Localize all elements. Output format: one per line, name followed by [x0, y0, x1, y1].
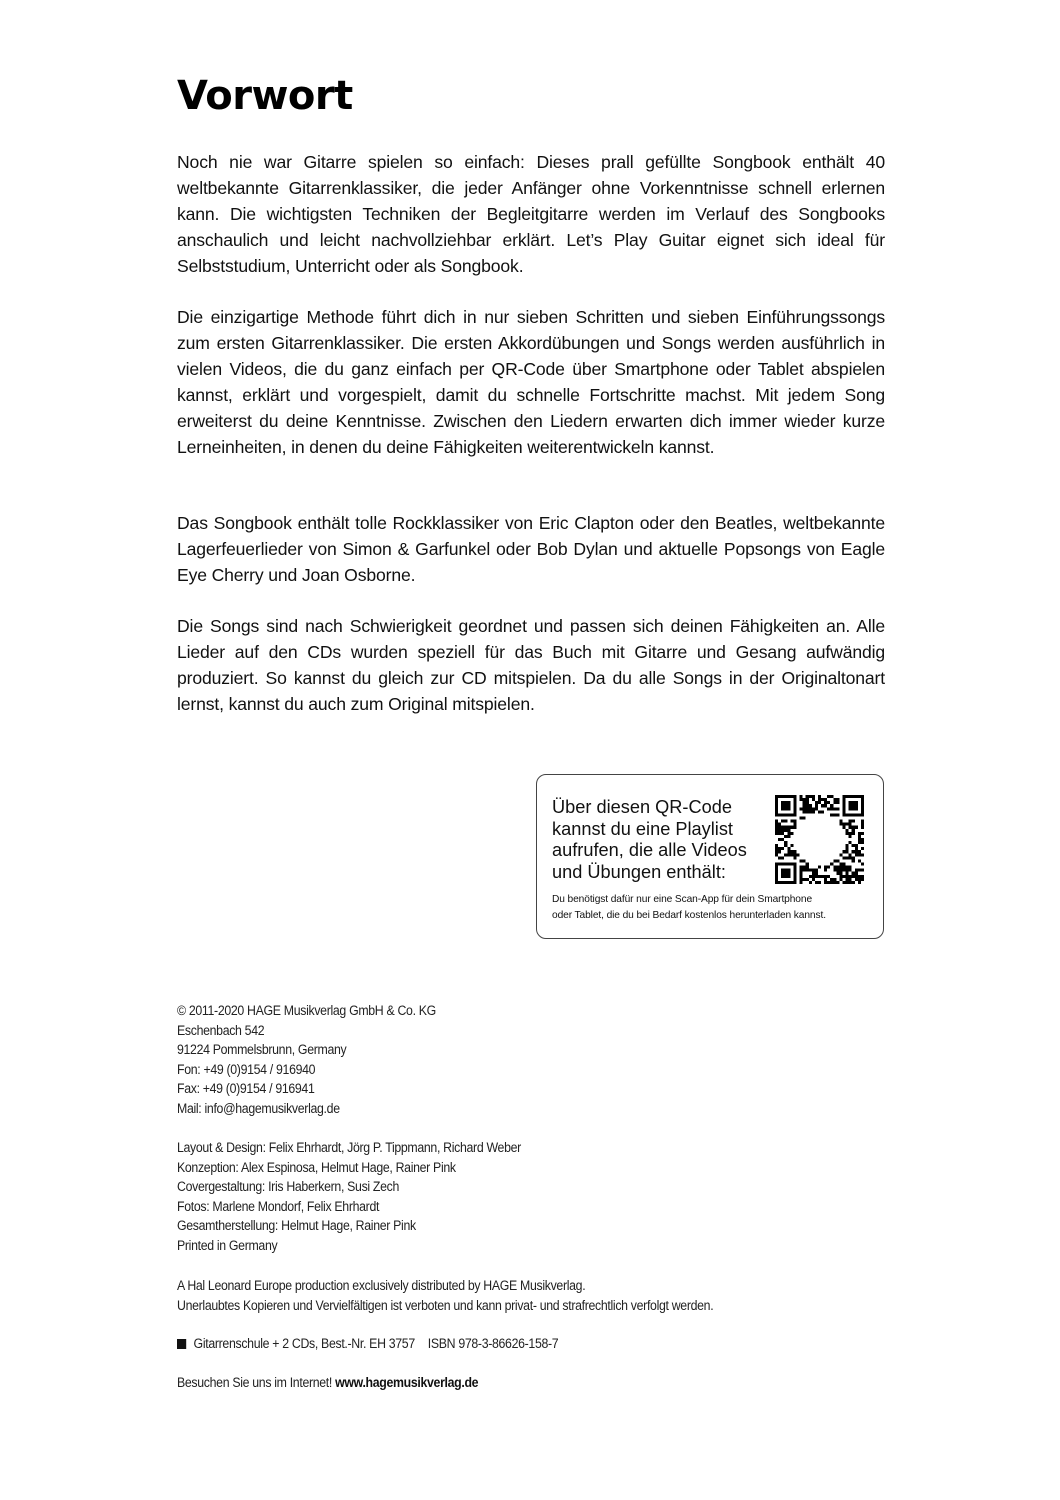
fax-line: Fax: +49 (0)9154 / 916941	[177, 1081, 315, 1097]
imprint-address	[177, 1001, 436, 1119]
qr-code-info-box	[536, 774, 884, 939]
page-title: Vorwort	[177, 73, 353, 119]
imprint-website	[177, 1373, 478, 1393]
credit-line: Layout & Design: Felix Ehrhardt, Jörg P. Tippmann, Richard Weber	[177, 1140, 521, 1155]
qr-box-line: aufrufen, die alle Videos	[552, 840, 747, 860]
website-prefix: Besuchen Sie uns im Internet!	[177, 1375, 333, 1390]
foreword-paragraph-4: Die Songs sind nach Schwierigkeit geordnet und passen sich deinen Fähigkeiten an. Alle Lieder auf den CDs wurden speziell für das Buch mit Gitarre und Gesang aufwändig produziert. So kannst du gleich zur CD mitspielen. Da du alle Songs in der Originaltonart lernst, kannst du auch zum Original mitspielen.	[177, 616, 885, 714]
qr-box-line: kannst du eine Playlist	[552, 818, 733, 839]
copy-warning-line: Unerlaubtes Kopieren und Vervielfältigen ist verboten und kann privat- und strafrechtlich verfolgt werden.	[177, 1297, 714, 1313]
address-city: 91224 Pommelsbrunn, Germany	[177, 1042, 347, 1058]
foreword-paragraph-3: Das Songbook enthält tolle Rockklassiker von Eric Clapton oder den Beatles, weltbekannte Lagerfeuerlieder von Simon & Garfunkel oder Bob Dylan und aktuelle Popsongs von Eagle Eye Cherry und Joan Osborne.	[177, 513, 885, 585]
square-bullet-icon	[177, 1339, 186, 1349]
isbn: ISBN 978-3-86626-158-7	[427, 1336, 559, 1351]
address-street: Eschenbach 542	[177, 1022, 265, 1038]
website-link[interactable]: www.hagemusikverlag.de	[335, 1375, 479, 1390]
qr-note-line: Du benötigst dafür nur eine Scan-App für dein Smartphone	[552, 894, 813, 905]
credit-line: Printed in Germany	[177, 1237, 278, 1253]
imprint-legal	[177, 1276, 713, 1315]
qr-code-icon[interactable]	[775, 795, 864, 884]
foreword-paragraph-2: Die einzigartige Methode führt dich in nur sieben Schritten und sieben Einführungssongs zum ersten Gitarrenklassiker. Die ersten Akkordübungen und Songs werden ausführlich in vielen Videos, die du ganz einfach per QR-Code über Smartphone oder Tablet abspielen kannst, erklärt und vorgespielt, damit du schnelle Fortschritte machst. Mit jedem Song erweiterst du deine Kenntnisse. Zwischen den Liedern erwarten dich immer wieder kurze Lerneinheiten, in denen du deine Fähigkeiten weiterentwickeln kannst.	[177, 307, 885, 457]
qr-box-text	[552, 797, 772, 883]
credit-line: Gesamtherstellung: Helmut Hage, Rainer Pink	[177, 1218, 416, 1234]
product-order-number: Gitarrenschule + 2 CDs, Best.-Nr. EH 3757	[193, 1336, 415, 1351]
copyright-line: © 2011-2020 HAGE Musikverlag GmbH & Co. KG	[177, 1003, 436, 1018]
qr-box-note	[552, 892, 882, 923]
imprint-credits	[177, 1138, 521, 1256]
credit-line: Covergestaltung: Iris Haberkern, Susi Zech	[177, 1179, 400, 1195]
credit-line: Konzeption: Alex Espinosa, Helmut Hage, Rainer Pink	[177, 1159, 456, 1175]
qr-box-line: Über diesen QR-Code	[552, 797, 732, 817]
qr-note-line: oder Tablet, die du bei Bedarf kostenlos herunterladen kannst.	[552, 909, 826, 921]
imprint-order-info	[177, 1334, 558, 1354]
phone-line: Fon: +49 (0)9154 / 916940	[177, 1061, 316, 1077]
mail-line: Mail: info@hagemusikverlag.de	[177, 1100, 340, 1116]
qr-box-line: und Übungen enthält:	[552, 861, 726, 882]
foreword-paragraph-1: Noch nie war Gitarre spielen so einfach: Dieses prall gefüllte Songbook enthält 40 weltbekannte Gitarrenklassiker, die jeder Anfänger ohne Vorkenntnisse schnell erlernen kann. Die wichtigsten Techniken der Begleitgitarre werden im Verlauf des Songbooks anschaulich und leicht nachvollziehbar erklärt. Let’s Play Guitar eignet sich ideal für Selbststudium, Unterricht oder als Songbook.	[177, 152, 885, 276]
distribution-line: A Hal Leonard Europe production exclusively distributed by HAGE Musikverlag.	[177, 1278, 586, 1293]
credit-line: Fotos: Marlene Mondorf, Felix Ehrhardt	[177, 1198, 380, 1214]
